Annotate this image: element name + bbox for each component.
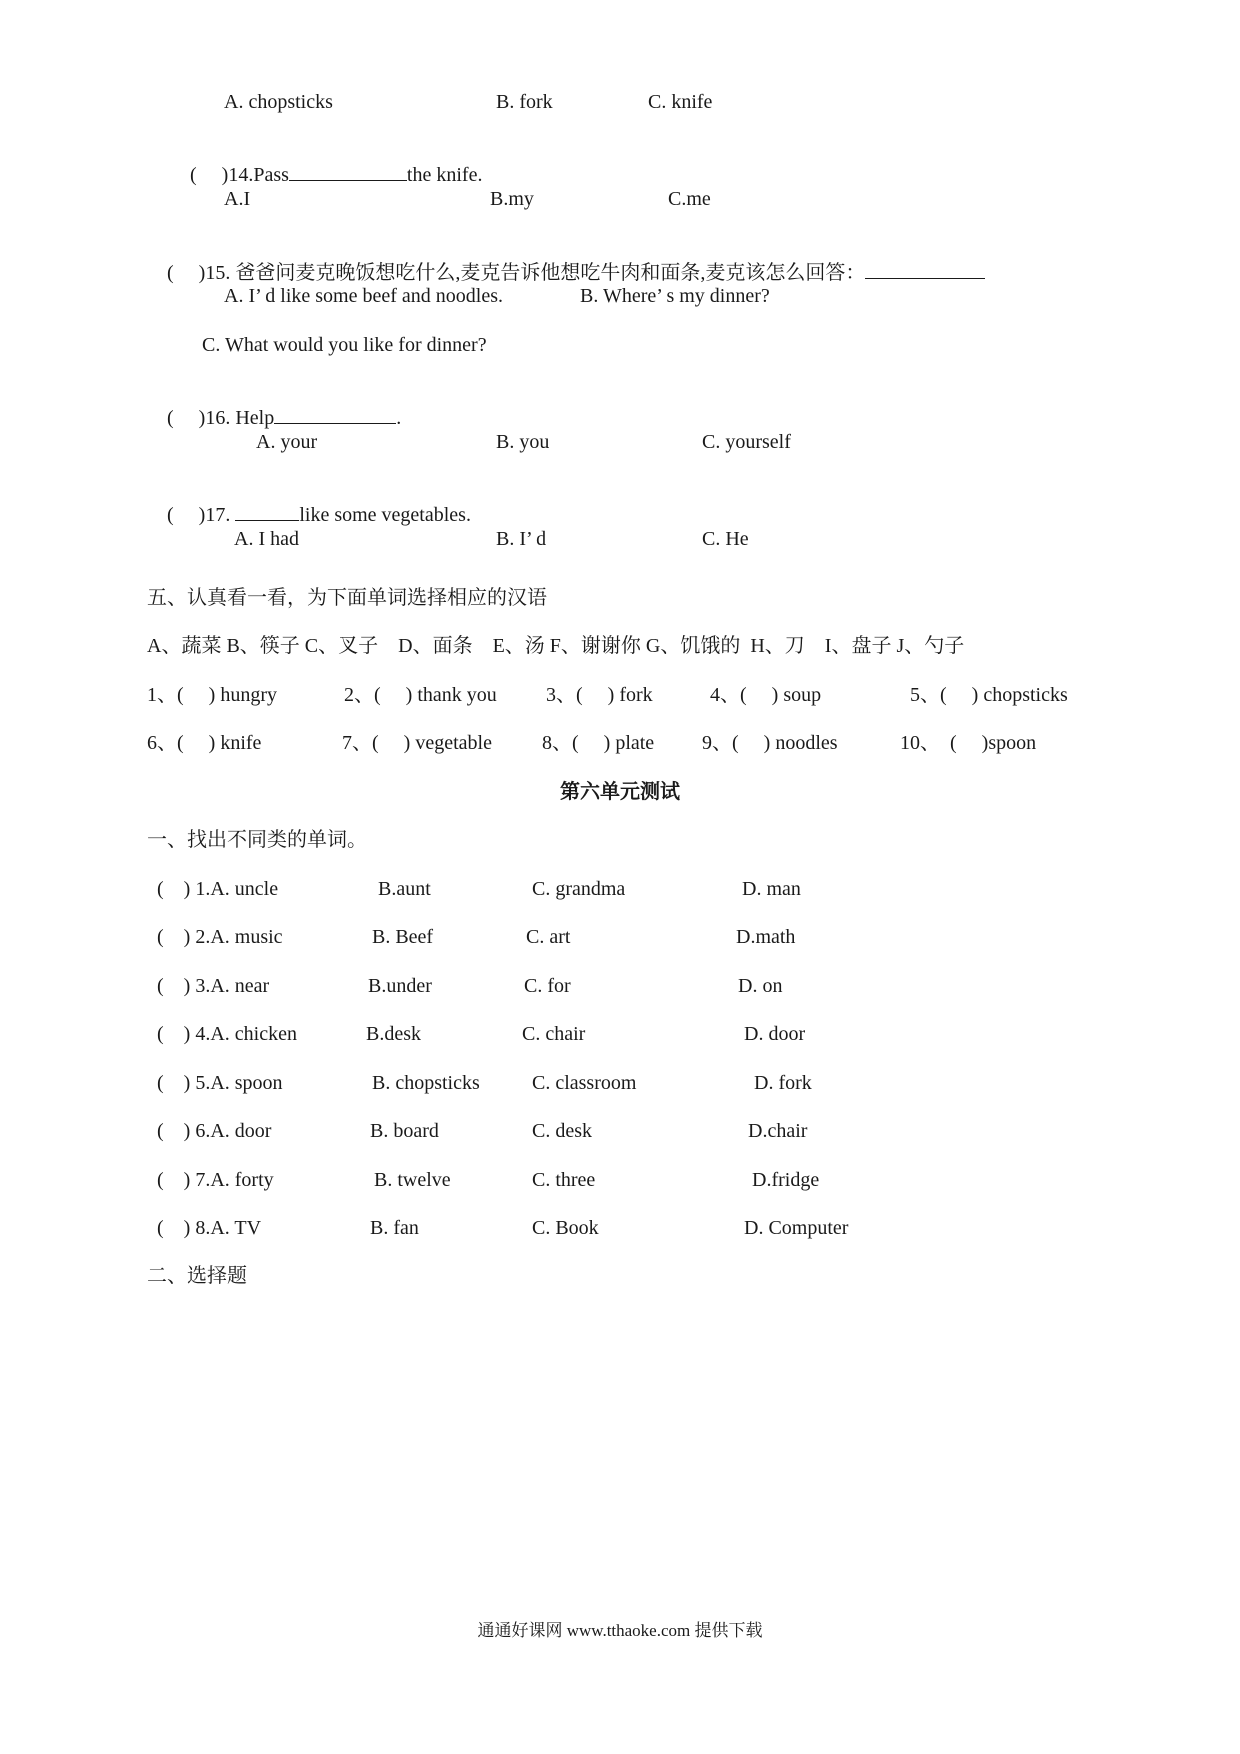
unit6-item-7-option-d: D.fridge [752, 1169, 820, 1191]
q15-question [157, 236, 985, 285]
q16-paren: ( [167, 407, 174, 429]
unit6-title: 第六单元测试 [560, 781, 680, 803]
q15-option-b: B. Where’ s my dinner? [580, 285, 770, 307]
section5-item-1: 1、( ) hungry [147, 684, 277, 706]
q17-option-a: A. I had [234, 528, 299, 550]
section5-item-9: 9、( ) noodles [702, 732, 838, 754]
section5-item-2: 2、( ) thank you [344, 684, 497, 706]
section5-item-6: 6、( ) knife [147, 732, 262, 754]
unit6-item-5-option-c: C. classroom [532, 1072, 637, 1094]
unit6-item-4-option-b: B.desk [366, 1023, 421, 1045]
q17-answer-blank[interactable] [235, 502, 299, 521]
unit6-item-5-option-d: D. fork [754, 1072, 812, 1094]
unit6-item-2-option-d: D.math [736, 926, 796, 948]
unit6-item-3-option-c: C. for [524, 975, 571, 997]
q16-stem-pre: )16. Help [198, 407, 275, 429]
q14-stem-pre: 14.Pass [228, 164, 289, 186]
q13-option-a: A. chopsticks [224, 91, 333, 113]
page-footer: 通通好课网 www.tthaoke.com 提供下载 [477, 1621, 763, 1640]
q15-option-c: C. What would you like for dinner? [202, 334, 487, 356]
q14-option-c: C.me [668, 188, 711, 210]
unit6-item-5-question: ( ) 5.A. spoon [157, 1072, 283, 1094]
q13-option-b: B. fork [496, 91, 553, 113]
unit6-item-1-question: ( ) 1.A. uncle [157, 878, 279, 900]
section5-item-5: 5、( ) chopsticks [910, 684, 1068, 706]
unit6-item-2-option-c: C. art [526, 926, 571, 948]
unit6-item-8-option-d: D. Computer [744, 1217, 849, 1239]
q17-stem-post: like some vegetables. [299, 504, 471, 526]
q14-answer-blank[interactable] [289, 162, 407, 181]
q16-question [157, 381, 401, 430]
unit6-item-5-option-b: B. chopsticks [372, 1072, 480, 1094]
section5-item-10: 10、 ( )spoon [900, 732, 1037, 754]
q16-option-b: B. you [496, 431, 550, 453]
unit6-section2-heading: 二、选择题 [147, 1265, 247, 1287]
unit6-item-8-question: ( ) 8.A. TV [157, 1217, 262, 1239]
q16-answer-blank[interactable] [274, 405, 396, 424]
unit6-section1-heading: 一、找出不同类的单词。 [147, 829, 367, 851]
unit6-item-1-option-c: C. grandma [532, 878, 626, 900]
unit6-item-3-question: ( ) 3.A. near [157, 975, 270, 997]
unit6-item-1-option-d: D. man [742, 878, 801, 900]
unit6-item-6-option-b: B. board [370, 1120, 439, 1142]
unit6-item-2-question: ( ) 2.A. music [157, 926, 283, 948]
q14-option-b: B.my [490, 188, 534, 210]
q15-paren: ( [167, 262, 174, 284]
unit6-item-2-option-b: B. Beef [372, 926, 434, 948]
q17-stem-pre: )17. [198, 504, 236, 526]
unit6-item-6-option-c: C. desk [532, 1120, 592, 1142]
q14-option-a: A.I [224, 188, 251, 210]
section5-heading: 五、认真看一看，为下面单词选择相应的汉语 [147, 587, 547, 609]
q16-option-c: C. yourself [702, 431, 791, 453]
q15-stem: )15. 爸爸问麦克晚饭想吃什么,麦克告诉他想吃牛肉和面条,麦克该怎么回答： [198, 262, 866, 284]
section5-item-7: 7、( ) vegetable [342, 732, 492, 754]
unit6-item-3-option-d: D. on [738, 975, 783, 997]
unit6-item-6-question: ( ) 6.A. door [157, 1120, 272, 1142]
q13-option-c: C. knife [648, 91, 713, 113]
unit6-item-7-option-c: C. three [532, 1169, 596, 1191]
q16-stem-post: . [396, 407, 402, 429]
q17-paren: ( [167, 504, 174, 526]
q14-paren-close: ) [221, 164, 229, 186]
unit6-item-4-question: ( ) 4.A. chicken [157, 1023, 297, 1045]
unit6-item-1-option-b: B.aunt [378, 878, 431, 900]
unit6-item-4-option-c: C. chair [522, 1023, 586, 1045]
q17-question [157, 478, 471, 527]
q16-option-a: A. your [256, 431, 318, 453]
section5-item-3: 3、( ) fork [546, 684, 653, 706]
unit6-item-3-option-b: B.under [368, 975, 432, 997]
section5-item-8: 8、( ) plate [542, 732, 655, 754]
q14-question [180, 138, 482, 187]
unit6-item-7-option-b: B. twelve [374, 1169, 451, 1191]
q17-option-c: C. He [702, 528, 749, 550]
unit6-item-6-option-d: D.chair [748, 1120, 808, 1142]
unit6-item-7-question: ( ) 7.A. forty [157, 1169, 274, 1191]
unit6-item-8-option-c: C. Book [532, 1217, 599, 1239]
unit6-item-8-option-b: B. fan [370, 1217, 419, 1239]
q14-stem-post: the knife. [406, 164, 483, 186]
section5-options: A、蔬菜 B、筷子 C、叉子 D、面条 E、汤 F、谢谢你 G、饥饿的 H、刀 I、盘子 J、勺子 [147, 635, 965, 657]
q17-option-b: B. I’ d [496, 528, 547, 550]
unit6-item-4-option-d: D. door [744, 1023, 806, 1045]
section5-item-4: 4、( ) soup [710, 684, 822, 706]
q15-option-a: A. I’ d like some beef and noodles. [224, 285, 503, 307]
q15-answer-blank[interactable] [865, 260, 985, 279]
q14-paren: ( [190, 164, 197, 186]
